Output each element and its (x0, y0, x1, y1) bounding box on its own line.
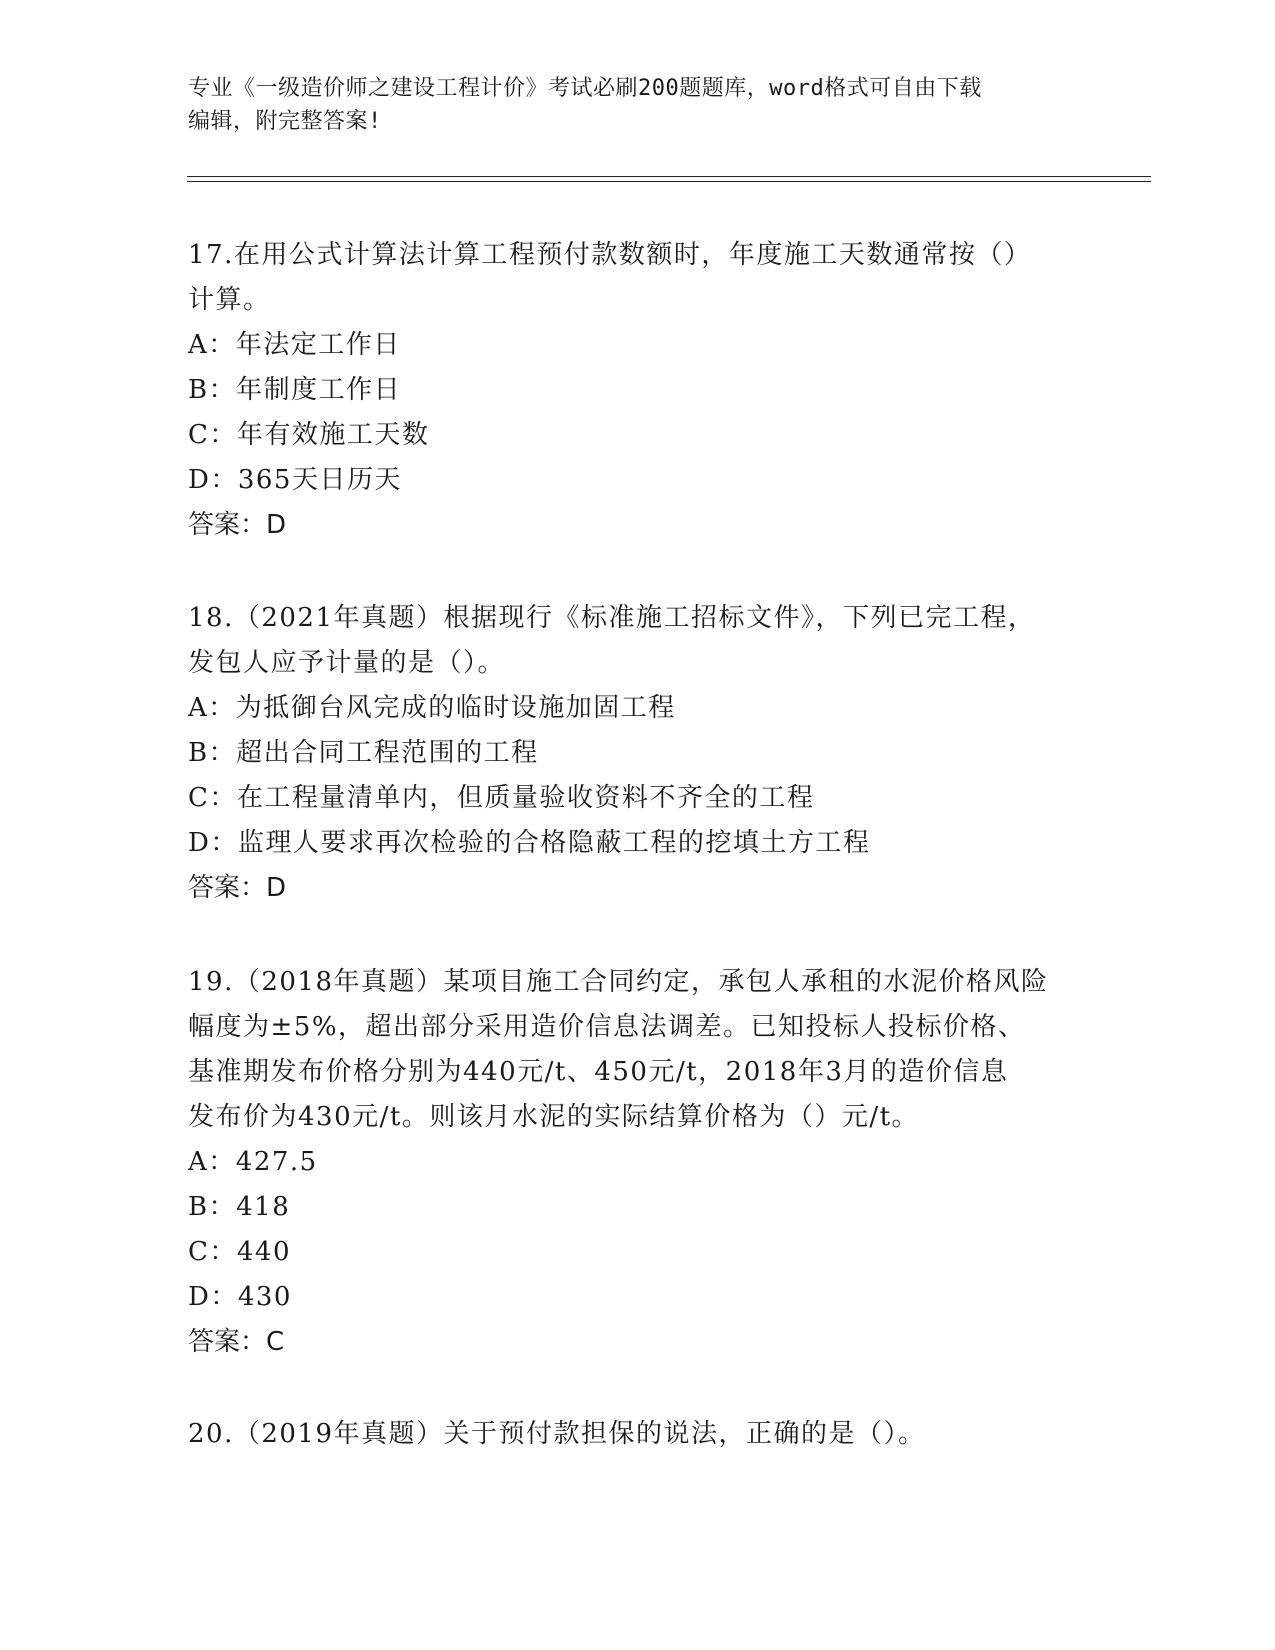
header-divider-bottom (187, 181, 1151, 182)
question-stem-line: 幅度为±5%，超出部分采用造价信息法调差。已知投标人投标价格、 (188, 1012, 1026, 1042)
option-c: C：在工程量清单内，但质量验收资料不齐全的工程 (188, 783, 815, 813)
question-20 (188, 1412, 1088, 1457)
question-18 (188, 596, 1088, 911)
option-a: A：427.5 (188, 1147, 318, 1177)
answer-line: 答案：C (188, 1327, 285, 1357)
option-d: D：监理人要求再次检验的合格隐蔽工程的挖填土方工程 (188, 828, 871, 858)
question-19 (188, 960, 1088, 1365)
question-stem-line: 基准期发布价格分别为440元/t、450元/t，2018年3月的造价信息 (188, 1057, 1009, 1087)
option-b: B：418 (188, 1192, 291, 1222)
option-d: D：430 (188, 1282, 292, 1312)
header-line-1: 专业《一级造价师之建设工程计价》考试必刷200题题库，word格式可自由下载 (188, 76, 982, 101)
option-a: A：为抵御台风完成的临时设施加固工程 (188, 693, 676, 723)
question-stem-line: 计算。 (188, 285, 271, 315)
header-line-2: 编辑，附完整答案! (188, 109, 382, 134)
question-stem-line: 发包人应予计量的是（）。 (188, 648, 506, 678)
answer-line: 答案：D (188, 873, 287, 903)
question-17 (188, 233, 1088, 548)
question-stem-line: 发布价为430元/t。则该月水泥的实际结算价格为（）元/t。 (188, 1102, 920, 1132)
question-stem-line: 17.在用公式计算法计算工程预付款数额时，年度施工天数通常按（） (188, 240, 1032, 270)
question-stem-line: 18.（2021年真题）根据现行《标准施工招标文件》，下列已完工程， (188, 603, 1036, 633)
option-c: C：440 (188, 1237, 292, 1267)
question-stem-line: 20.（2019年真题）关于预付款担保的说法，正确的是（）。 (188, 1419, 926, 1449)
option-b: B：超出合同工程范围的工程 (188, 738, 539, 768)
header-divider-top (187, 176, 1151, 177)
option-b: B：年制度工作日 (188, 375, 402, 405)
document-header (188, 72, 1088, 138)
answer-line: 答案：D (188, 510, 287, 540)
option-d: D：365天日历天 (188, 465, 402, 495)
option-a: A：年法定工作日 (188, 330, 401, 360)
question-stem-line: 19.（2018年真题）某项目施工合同约定，承包人承租的水泥价格风险 (188, 967, 1049, 997)
option-c: C：年有效施工天数 (188, 420, 430, 450)
